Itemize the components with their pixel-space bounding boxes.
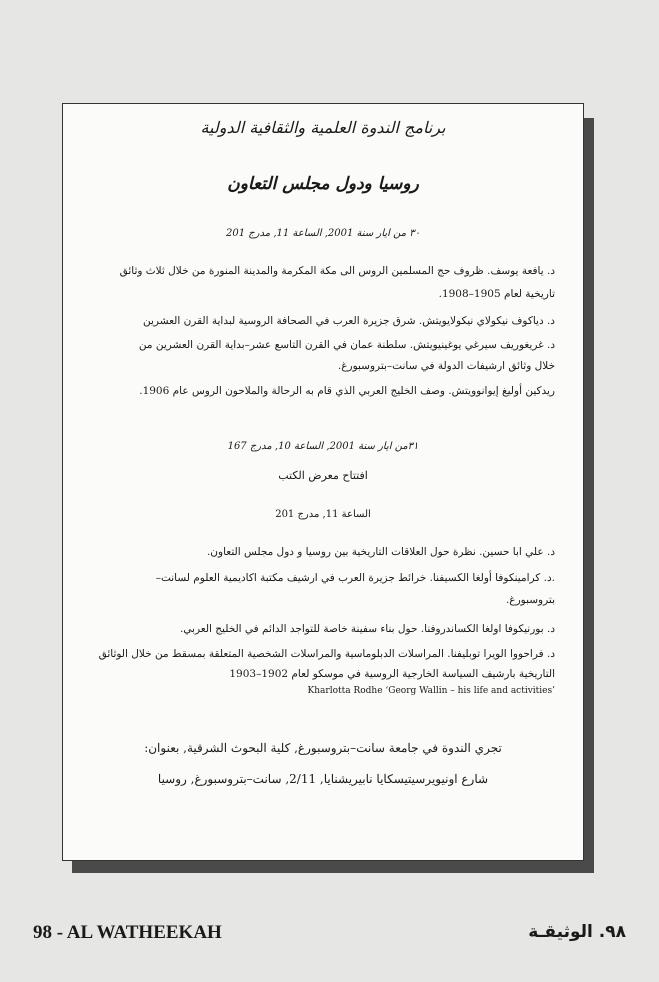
document-sheet (62, 103, 584, 861)
session3-item: د. بورنيكوفا اولغا الكساندروفنا. حول بناء سفينة خاصة للتواجد الدائم في الخليج العربي. (179, 623, 555, 635)
session1-item: د. دياكوف نيكولاي نيكولايويتش. شرق جزيرة العرب في الصحافة الروسية لبداية القرن العشرين (143, 315, 555, 327)
main-title: روسيا ودول مجلس التعاون (227, 174, 419, 194)
session3-item: بتروسبورغ. (505, 594, 555, 606)
session1-item: د. غريغوريف سيرغي يوغينيويتش. سلطنة عمان في القرن التاسع عشر–بداية القرن العشرين من (138, 339, 555, 351)
session1-item: د. يافعة يوسف. ظروف حج المسلمين الروس الى مكة المكرمة والمدينة المنورة من خلال ثلاث وثائق (119, 265, 555, 277)
session3-item: .د. كرامينكوفا أولغا الكسيفنا. خرائط جزيرة العرب في ارشيف مكتبة اكاديمية العلوم لسانت– (155, 572, 555, 584)
page-footer-english: 98 - AL WATHEEKAH (33, 922, 222, 943)
session3-item: د. فراحووا الويرا توبليفنا. المراسلات الدبلوماسية والمراسلات الشخصية المتعلقة بمسقط من خلال الوثائق (98, 648, 555, 660)
venue-line: تجري الندوة في جامعة سانت–بتروسبورغ, كلية البحوث الشرقية, بعنوان: (144, 741, 502, 755)
session1-heading: ٣٠ من ايار سنة 2001, الساعة 11, مدرج 201 (225, 228, 421, 239)
session1-item: تاريخية لعام 1905–1908. (438, 288, 555, 300)
session1-item: خلال وثائق ارشيفات الدولة في سانت–بتروسبورغ. (337, 360, 555, 372)
session3-item: د. علي ابا حسين. نظرة حول العلاقات التاريخية بين روسيا و دول مجلس التعاون. (206, 546, 555, 558)
session3-heading: الساعة 11, مدرج 201 (275, 509, 371, 520)
address-line: شارع اونيويرسيتيسكايا نابيريشنايا, 2/11, سانت–بتروسبورغ, روسيا (157, 772, 489, 786)
session3-item: التاريخية بارشيف السياسة الخارجية الروسية في موسكو لعام 1902–1903 (229, 668, 555, 680)
session1-item: ريدكين أوليغ إيوانوويتش. وصف الخليج العربي الذي قام به الرحالة والملاحون الروس عام 1906. (139, 385, 555, 397)
session2-subtitle: افتتاح معرض الكتب (278, 469, 368, 482)
header-title: برنامج الندوة العلمية والثقافية الدولية (200, 118, 446, 137)
page-footer-arabic: ٩٨. الوثيقـة (528, 922, 626, 942)
english-reference: Kharlotta Rodhe ‘Georg Wallin – his life and activities’ (307, 686, 555, 696)
session2-heading: ٣١من ايار سنة 2001, الساعة 10, مدرج 167 (227, 441, 419, 452)
